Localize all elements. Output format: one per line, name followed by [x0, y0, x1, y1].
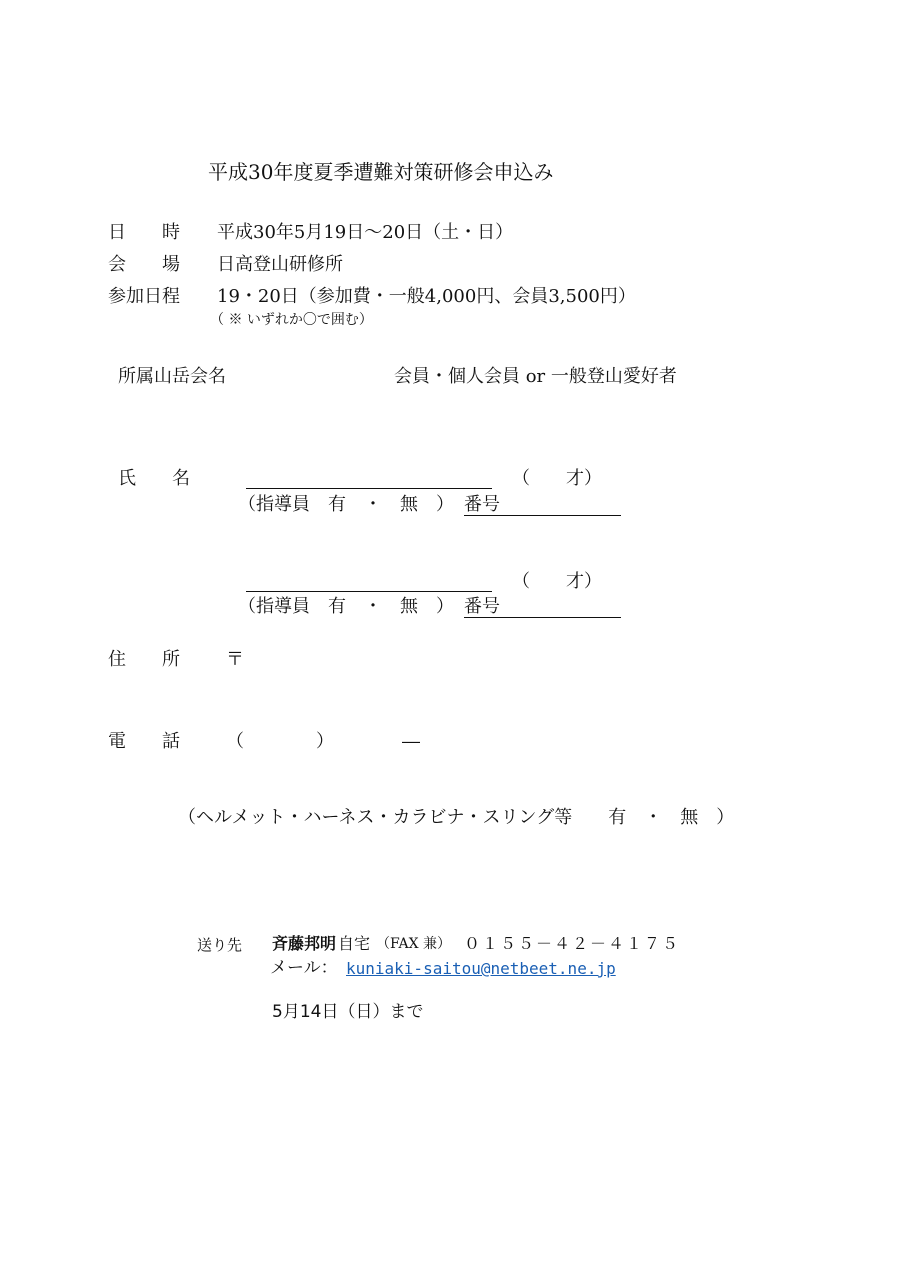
postal-mark: 〒: [226, 649, 244, 670]
number-label-1: 番号: [464, 494, 500, 515]
address-label: 住 所: [108, 649, 180, 670]
phone-dash: ―: [402, 731, 420, 752]
membership-options: 会員・個人会員 or 一般登山愛好者: [394, 366, 677, 387]
age-bracket-2: （ 才）: [512, 571, 602, 592]
phone-area-code: （ ）: [226, 731, 334, 752]
phone-label: 電 話: [108, 731, 180, 752]
venue-label: 会 場: [108, 254, 180, 275]
deadline: 5月14日（日）まで: [272, 1002, 424, 1022]
affiliation-label: 所属山岳会名: [118, 366, 226, 387]
send-to-home: 自宅: [338, 934, 371, 953]
number-field-1[interactable]: [464, 515, 621, 516]
number-field-2[interactable]: [464, 617, 621, 618]
fax-number: ０１５５－４２－４１７５: [464, 934, 681, 953]
equipment-line: （ヘルメット・ハーネス・カラビナ・スリング等 有 ・ 無 ）: [178, 807, 735, 828]
email-link[interactable]: kuniaki-saitou@netbeet.ne.jp: [346, 959, 616, 978]
venue-value: 日高登山研修所: [217, 254, 343, 275]
days-note: （ ※ いずれか〇で囲む）: [210, 312, 373, 328]
send-to-label: 送り先: [197, 936, 243, 954]
name-field-2[interactable]: [246, 591, 492, 592]
send-to-name: 斉藤邦明: [272, 934, 337, 953]
days-label: 参加日程: [108, 286, 180, 307]
number-label-2: 番号: [464, 596, 500, 617]
datetime-value: 平成30年5月19日〜20日（土・日）: [217, 222, 514, 243]
datetime-label: 日 時: [108, 222, 180, 243]
mail-label: メール：: [270, 958, 338, 978]
instructor-option-1: （指導員 有 ・ 無 ）: [238, 494, 454, 515]
name-field-1[interactable]: [246, 488, 492, 489]
name-label: 氏 名: [118, 468, 190, 489]
age-bracket-1: （ 才）: [512, 468, 602, 489]
page-title: 平成30年度夏季遭難対策研修会申込み: [208, 160, 554, 184]
instructor-option-2: （指導員 有 ・ 無 ）: [238, 596, 454, 617]
days-value: 19・20日（参加費・一般4,000円、会員3,500円）: [217, 286, 636, 307]
fax-note: （FAX 兼）: [376, 936, 452, 952]
